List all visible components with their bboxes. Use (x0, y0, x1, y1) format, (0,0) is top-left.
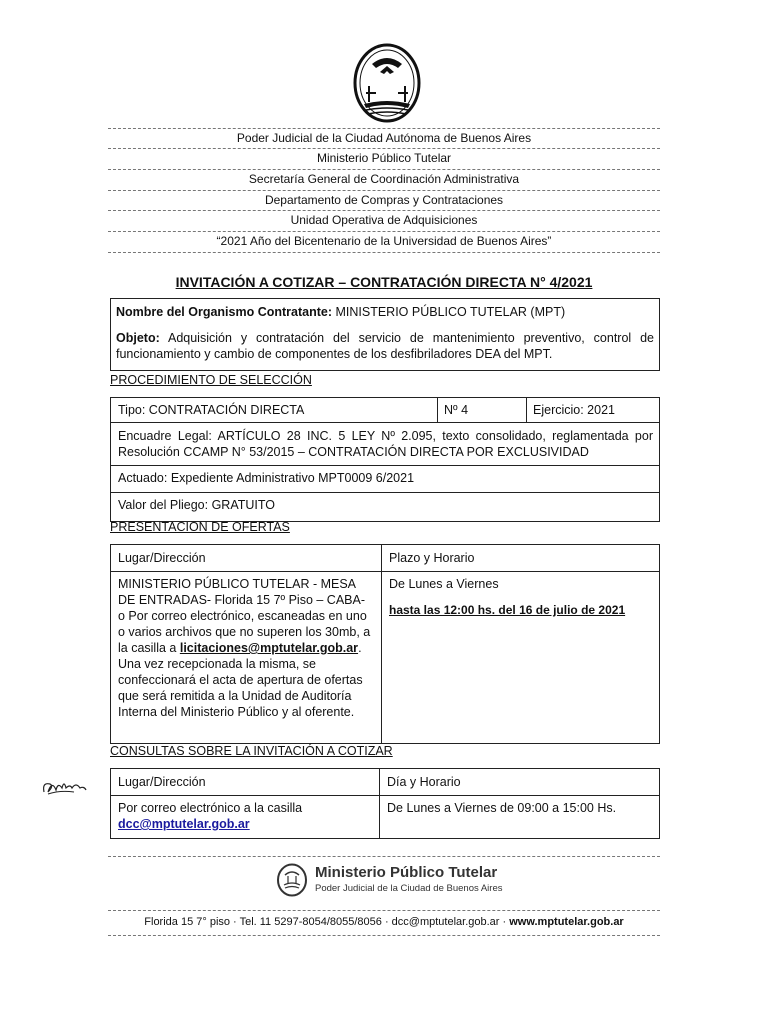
dcc-email-link[interactable]: dcc@mptutelar.gob.ar (118, 817, 250, 831)
presentacion-lugar-text: MINISTERIO PÚBLICO TUTELAR - MESA DE ENTRADAS- Florida 15 7º Piso – CABA- o Por correo electrónico, escaneadas en uno o varios archivos que no superen los 30mb, a la casilla a (118, 577, 371, 655)
document-title: INVITACIÓN A COTIZAR – CONTRATACIÓN DIRECTA N° 4/2021 (175, 274, 593, 290)
handwritten-signature (40, 774, 90, 800)
consultas-lugar-text: Por correo electrónico a la casilla (118, 801, 303, 815)
objeto-label: Objeto: (116, 331, 160, 345)
presentacion-lugar-text2: . Una vez recepcionada la misma, se confeccionará el acta de apertura de ofertas que será remitida a la Unidad de Auditoría Interna del Ministerio Público y al oferente. (118, 641, 363, 719)
encuadre-cell: Encuadre Legal: ARTÍCULO 28 INC. 5 LEY Nº 2.095, texto consolidado, reglamentada por Resolución CCAMP N° 53/2015 – CONTRATACIÓN DIRECTA POR EXCLUSIVIDAD (118, 429, 653, 459)
header-line-ministerio: Ministerio Público Tutelar (316, 151, 452, 165)
procedimiento-heading: PROCEDIMIENTO DE SELECCIÓN (110, 373, 312, 387)
footer-address: Florida 15 7° piso · Tel. 11 5297-8054/8055/8056 · dcc@mptutelar.gob.ar · (144, 916, 510, 928)
organismo-value: MINISTERIO PÚBLICO TUTELAR (MPT) (332, 305, 566, 319)
organismo-label: Nombre del Organismo Contratante: (116, 305, 332, 319)
city-seal-emblem (352, 42, 422, 124)
footer-logo-subtitle: Poder Judicial de la Ciudad de Buenos Aires (315, 883, 503, 894)
objeto-value: Adquisición y contratación del servicio de mantenimiento preventivo, control de funcionamiento y cambio de componentes de los desfibriladores DEA del MPT. (116, 331, 654, 361)
organismo-row (110, 300, 660, 324)
consultas-heading: CONSULTAS SOBRE LA INVITACIÓN A COTIZAR (110, 744, 393, 758)
header-line-departamento: Departamento de Compras y Contrataciones (264, 193, 504, 207)
footer-logo-title: Ministerio Público Tutelar (315, 864, 498, 881)
consultas-lugar (112, 796, 377, 836)
plazo-deadline: hasta las 12:00 hs. del 16 de julio de 2021 (389, 603, 626, 617)
valor-cell: Valor del Pliego: GRATUITO (118, 498, 276, 512)
presentacion-heading: PRESENTACION DE OFERTAS (110, 520, 290, 534)
numero-cell: Nº 4 (444, 403, 469, 417)
consultas-horario: De Lunes a Viernes de 09:00 a 15:00 Hs. (387, 801, 617, 815)
header-line-unidad: Unidad Operativa de Adquisiciones (290, 213, 478, 227)
consultas-col1-header: Lugar/Dirección (118, 775, 206, 789)
footer-website-link[interactable]: www.mptutelar.gob.ar (509, 916, 624, 928)
footer-contact (108, 915, 660, 929)
objeto-row (110, 326, 660, 366)
presentacion-col1-header: Lugar/Dirección (118, 551, 206, 565)
consultas-col2-header: Día y Horario (387, 775, 461, 789)
header-line-secretaria: Secretaría General de Coordinación Administrativa (248, 172, 520, 186)
ejercicio-cell: Ejercicio: 2021 (533, 403, 615, 417)
header-line-judicial: Poder Judicial de la Ciudad Autónoma de Buenos Aires (236, 131, 532, 145)
tipo-cell: Tipo: CONTRATACIÓN DIRECTA (118, 403, 305, 417)
plazo-line1: De Lunes a Viernes (389, 577, 499, 591)
footer-logo-emblem (276, 863, 308, 897)
actuado-cell: Actuado: Expediente Administrativo MPT0009 6/2021 (118, 471, 415, 485)
presentacion-lugar (112, 572, 380, 724)
presentacion-col2-header: Plazo y Horario (389, 551, 475, 565)
licitaciones-email-link[interactable]: licitaciones@mptutelar.gob.ar (179, 641, 359, 655)
header-line-bicentenario: “2021 Año del Bicentenario de la Universidad de Buenos Aires” (216, 234, 552, 248)
